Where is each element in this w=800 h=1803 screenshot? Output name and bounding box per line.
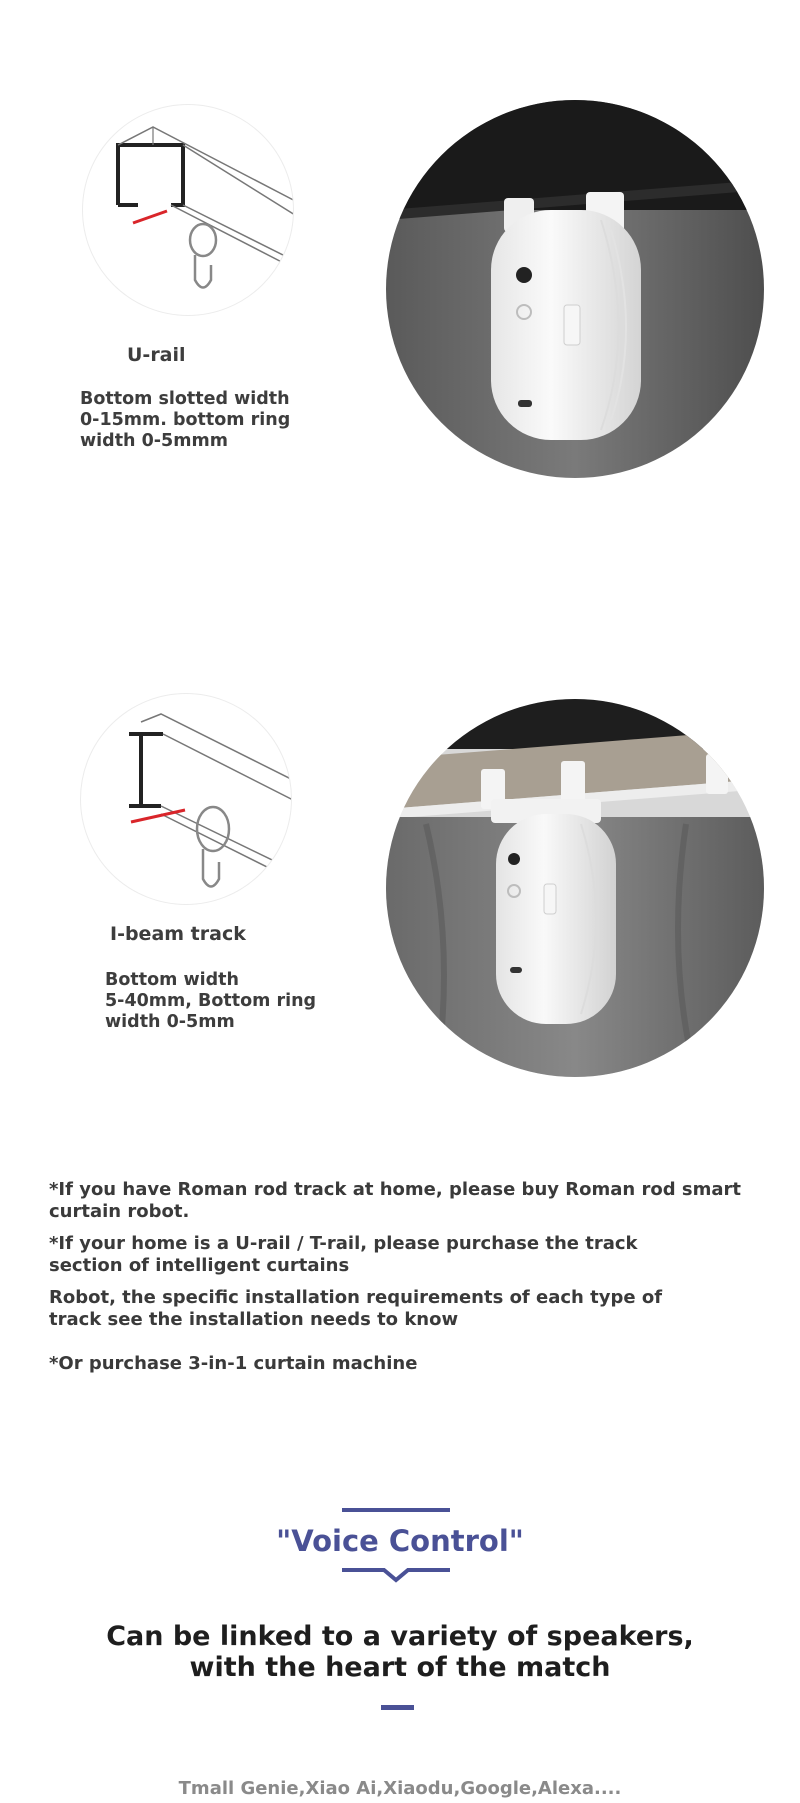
note-roman-rod: *If you have Roman rod track at home, please buy Roman rod smart curtain robot. — [49, 1179, 741, 1222]
voice-control-top-bar — [342, 1508, 450, 1512]
note-u-rail-t-rail: *If your home is a U-rail / T-rail, please purchase the track section of intelligent curtains — [49, 1233, 638, 1276]
track-title-i-beam: I-beam track — [110, 923, 246, 945]
voice-control-chevron — [342, 1566, 450, 1588]
note-3-in-1: *Or purchase 3-in-1 curtain machine — [49, 1353, 418, 1374]
voice-control-headline: Can be linked to a variety of speakers, with the heart of the match — [106, 1621, 694, 1683]
u-rail-diagram — [82, 104, 294, 316]
curtain-motor-icon — [386, 100, 764, 478]
note-installation-requirements: Robot, the specific installation requirements of each type of track see the installation needs to know — [49, 1287, 663, 1330]
track-description-i-beam: Bottom width 5-40mm, Bottom ring width 0-5mm — [105, 970, 317, 1032]
curtain-motor-icon — [386, 699, 764, 1077]
track-description-u-rail: Bottom slotted width 0-15mm. bottom ring width 0-5mmm — [80, 389, 291, 451]
curtain-motor-u-rail-photo — [386, 100, 764, 478]
u-rail-diagram-icon — [83, 105, 293, 315]
voice-control-title: "Voice Control" — [276, 1524, 524, 1558]
speaker-list: Tmall Genie,Xiao Ai,Xiaodu,Google,Alexa.... — [178, 1778, 622, 1799]
headline-divider — [381, 1705, 414, 1710]
track-title-u-rail: U-rail — [127, 344, 186, 366]
i-beam-diagram — [80, 693, 292, 905]
curtain-motor-i-beam-photo — [386, 699, 764, 1077]
i-beam-diagram-icon — [81, 694, 291, 904]
